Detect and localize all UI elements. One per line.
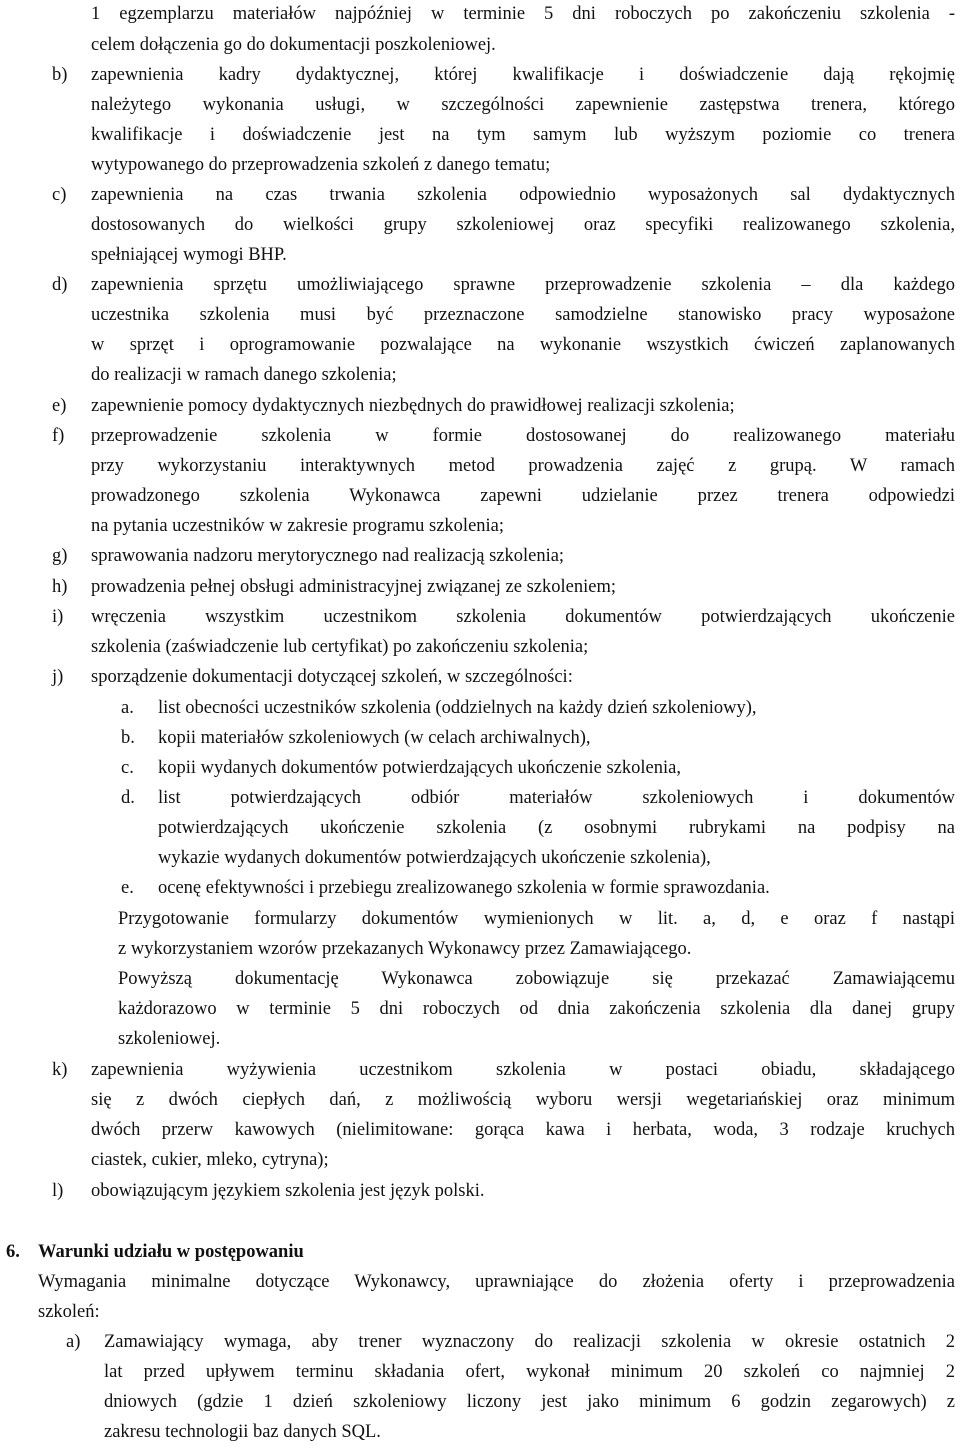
list-marker: l): [52, 1181, 64, 1201]
list-marker: k): [52, 1060, 68, 1080]
list-item-line: zapewnienia sprzętu umożliwiającego sprawne przeprowadzenie szkolenia – dla każdego: [91, 275, 955, 295]
list-item-line: sporządzenie dokumentacji dotyczącej szkoleń, w szczególności:: [91, 667, 573, 687]
sublist-item-line: wykazie wydanych dokumentów potwierdzających ukończenie szkolenia),: [158, 848, 711, 868]
list-item-line: Zamawiający wymaga, aby trener wyznaczony do realizacji szkolenia w okresie ostatnich 2: [104, 1332, 955, 1352]
list-item-line: przy wykorzystaniu interaktywnych metod prowadzenia zajęć z grupą. W ramach: [91, 456, 955, 476]
intro-line: 1 egzemplarzu materiałów najpóźniej w terminie 5 dni roboczych po zakończeniu szkolenia -: [91, 4, 955, 24]
paragraph-line: Przygotowanie formularzy dokumentów wymienionych w lit. a, d, e oraz f nastąpi: [118, 909, 955, 929]
list-marker: j): [52, 667, 64, 687]
list-item-line: na pytania uczestników w zakresie programu szkolenia;: [91, 516, 505, 536]
list-item-line: zapewnienia wyżywienia uczestnikom szkolenia w postaci obiadu, składającego: [91, 1060, 955, 1080]
list-item-line: prowadzonego szkolenia Wykonawca zapewni udzielanie przez trenera odpowiedzi: [91, 486, 955, 506]
list-marker: e): [52, 396, 67, 416]
list-item-line: kwalifikacje i doświadczenie jest na tym samym lub wyższym poziomie co trenera: [91, 125, 955, 145]
list-item-line: obowiązującym językiem szkolenia jest język polski.: [91, 1181, 485, 1201]
sublist-item-line: potwierdzających ukończenie szkolenia (z osobnymi rubrykami na podpisy na: [158, 818, 955, 838]
sublist-item-line: list obecności uczestników szkolenia (oddzielnych na każdy dzień szkoleniowy),: [158, 698, 757, 718]
paragraph-line: każdorazowo w terminie 5 dni roboczych od dnia zakończenia szkolenia dla danej grupy: [118, 999, 955, 1019]
list-item-line: zakresu technologii baz danych SQL.: [104, 1422, 381, 1442]
section-heading: Warunki udziału w postępowaniu: [38, 1242, 304, 1262]
section-intro-line: Wymagania minimalne dotyczące Wykonawcy, uprawniające do złożenia oferty i przeprowadzenia: [38, 1272, 955, 1292]
list-item-line: przeprowadzenie szkolenia w formie dostosowanej do realizowanego materiału: [91, 426, 955, 446]
list-item-line: dwóch przerw kawowych (nielimitowane: gorąca kawa i herbata, woda, 3 rodzaje kruchych: [91, 1120, 955, 1140]
list-marker: h): [52, 577, 68, 597]
list-item-line: spełniającej wymogi BHP.: [91, 245, 287, 265]
list-item-line: zapewnienia kadry dydaktycznej, której kwalifikacje i doświadczenie dają rękojmię: [91, 65, 955, 85]
list-item-line: zapewnienie pomocy dydaktycznych niezbędnych do prawidłowej realizacji szkolenia;: [91, 396, 735, 416]
sublist-item-line: ocenę efektywności i przebiegu zrealizowanego szkolenia w formie sprawozdania.: [158, 878, 770, 898]
sublist-item-line: kopii wydanych dokumentów potwierdzających ukończenie szkolenia,: [158, 758, 681, 778]
list-item-line: lat przed upływem terminu składania ofert, wykonał minimum 20 szkoleń co najmniej 2: [104, 1362, 955, 1382]
list-marker: i): [52, 607, 64, 627]
list-item-line: sprawowania nadzoru merytorycznego nad realizacją szkolenia;: [91, 546, 565, 566]
sublist-marker: d.: [121, 788, 135, 808]
list-item-line: wręczenia wszystkim uczestnikom szkolenia dokumentów potwierdzających ukończenie: [91, 607, 955, 627]
list-item-line: ciastek, cukier, mleko, cytryna);: [91, 1150, 329, 1170]
list-item-line: szkolenia (zaświadczenie lub certyfikat) po zakończeniu szkolenia;: [91, 637, 589, 657]
sublist-marker: a.: [121, 698, 134, 718]
paragraph-line: Powyższą dokumentację Wykonawca zobowiązuje się przekazać Zamawiającemu: [118, 969, 955, 989]
intro-line: celem dołączenia go do dokumentacji poszkoleniowej.: [91, 35, 496, 55]
list-item-line: w sprzęt i oprogramowanie pozwalające na wykonanie wszystkich ćwiczeń zaplanowanych: [91, 335, 955, 355]
list-item-line: dniowych (gdzie 1 dzień szkoleniowy liczony jest jako minimum 6 godzin zegarowych) z: [104, 1392, 955, 1412]
list-marker: b): [52, 65, 68, 85]
list-item-line: wytypowanego do przeprowadzenia szkoleń z danego tematu;: [91, 155, 551, 175]
list-item-line: prowadzenia pełnej obsługi administracyjnej związanej ze szkoleniem;: [91, 577, 616, 597]
list-item-line: dostosowanych do wielkości grupy szkoleniowej oraz specyfiki realizowanego szkolenia,: [91, 215, 955, 235]
list-item-line: uczestnika szkolenia musi być przeznaczone samodzielne stanowisko pracy wyposażone: [91, 305, 955, 325]
paragraph-line: szkoleniowej.: [118, 1029, 221, 1049]
list-item-line: zapewnienia na czas trwania szkolenia odpowiednio wyposażonych sal dydaktycznych: [91, 185, 955, 205]
sublist-marker: c.: [121, 758, 134, 778]
list-marker: c): [52, 185, 67, 205]
list-item-line: się z dwóch ciepłych dań, z możliwością wyboru wersji wegetariańskiej oraz minimum: [91, 1090, 955, 1110]
sublist-marker: e.: [121, 878, 134, 898]
list-item-line: do realizacji w ramach danego szkolenia;: [91, 365, 397, 385]
paragraph-line: z wykorzystaniem wzorów przekazanych Wykonawcy przez Zamawiającego.: [118, 939, 692, 959]
sublist-item-line: list potwierdzających odbiór materiałów szkoleniowych i dokumentów: [158, 788, 955, 808]
sublist-marker: b.: [121, 728, 135, 748]
list-marker: a): [66, 1332, 81, 1352]
list-marker: g): [52, 546, 68, 566]
sublist-item-line: kopii materiałów szkoleniowych (w celach archiwalnych),: [158, 728, 591, 748]
list-marker: d): [52, 275, 68, 295]
list-item-line: należytego wykonania usługi, w szczególności zapewnienie zastępstwa trenera, którego: [91, 95, 955, 115]
section-number: 6.: [6, 1242, 20, 1262]
list-marker: f): [52, 426, 65, 446]
section-intro-line: szkoleń:: [38, 1302, 100, 1322]
